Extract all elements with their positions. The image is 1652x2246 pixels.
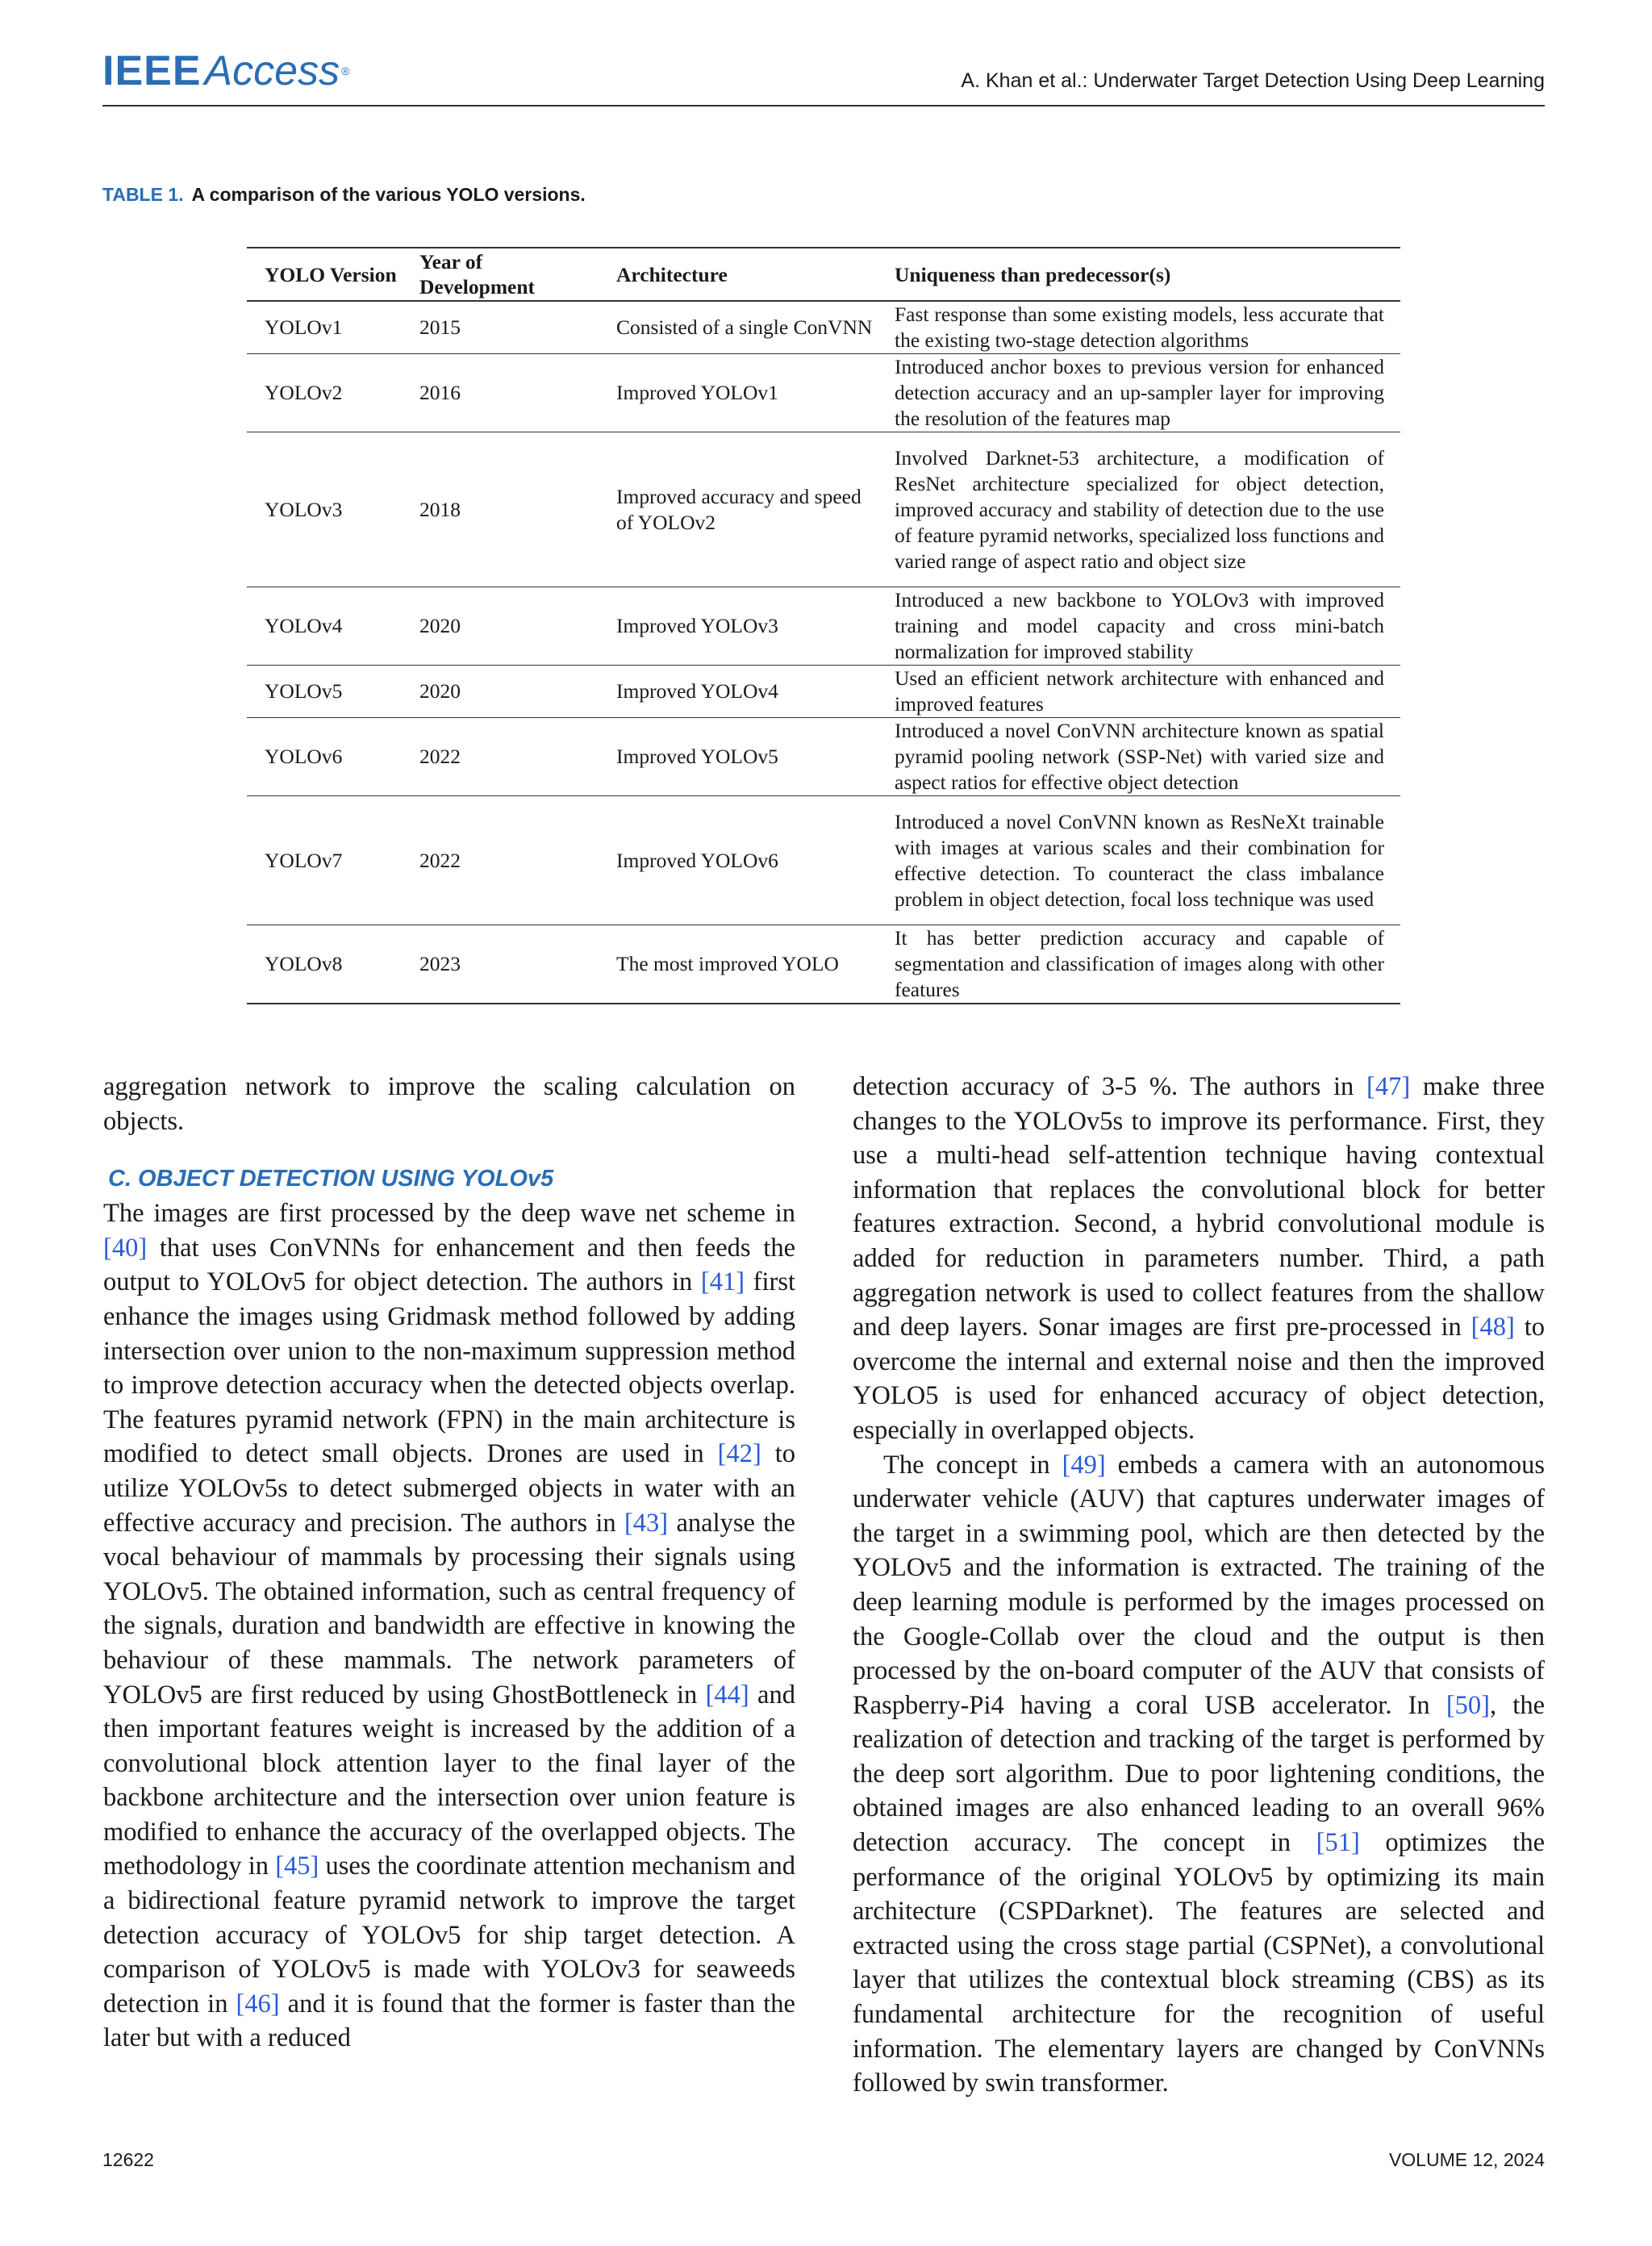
header-year: Year of Development	[402, 248, 599, 301]
cell-architecture: Improved YOLOv3	[599, 587, 877, 666]
journal-logo	[102, 47, 349, 95]
citation-link-40[interactable]: [40]	[103, 1233, 148, 1263]
cell-version: YOLOv3	[247, 432, 402, 587]
cell-version: YOLOv2	[247, 354, 402, 432]
cell-year: 2015	[402, 301, 599, 354]
cell-architecture: Improved YOLOv1	[599, 354, 877, 432]
cell-year: 2022	[402, 796, 599, 925]
logo-trademark: ®	[341, 65, 350, 77]
header-rule	[102, 105, 1545, 106]
table-row	[247, 301, 1400, 354]
cell-uniqueness: Introduced anchor boxes to previous version for enhanced detection accuracy and an up-sampler layer for improving the resolution of the features map	[877, 354, 1400, 432]
cell-year: 2016	[402, 354, 599, 432]
page-number: 12622	[102, 2149, 154, 2170]
left-paragraph-1: aggregation network to improve the scaling calculation on objects.	[103, 1072, 795, 1136]
cell-architecture: Consisted of a single ConVNN	[599, 301, 877, 354]
table-caption-text: A comparison of the various YOLO versions.	[191, 184, 586, 205]
table-row	[247, 354, 1400, 432]
volume-info: VOLUME 12, 2024	[1388, 2149, 1545, 2170]
text-run: The images are first processed by the deep wave net scheme in	[103, 1199, 795, 1229]
text-run: and then important features weight is increased by the addition of a convolutional block attention layer to the final layer of the backbone architecture and the intersection over union feature is modified to enhance the accuracy of the overlapped objects. The methodology in	[103, 1680, 795, 1881]
header-version: YOLO Version	[247, 248, 402, 301]
text-run: , the realization of detection and tracking of the target is performed by the deep sort algorithm. Due to poor lightening conditions, the obtained images are also enhanced leading to an overall 96% detection accuracy. The concept in	[853, 1690, 1545, 1858]
cell-uniqueness: Introduced a novel ConVNN architecture known as spatial pyramid pooling network (SSP-Net) with varied size and aspect ratios for effective object detection	[877, 718, 1400, 796]
cell-version: YOLOv1	[247, 301, 402, 354]
citation-link-48[interactable]: [48]	[1471, 1313, 1515, 1342]
text-run: make three changes to the YOLOv5s to improve its performance. First, they use a multi-head self-attention technique having contextual information that replaces the convolutional block for better features extraction. Second, a hybrid convolutional module is added for reduction in parameters number. Third, a path aggregation network is used to collect features from the shallow and deep layers. Sonar images are first pre-processed in	[853, 1072, 1545, 1342]
right-paragraph-2	[853, 1448, 1545, 2101]
table-row	[247, 718, 1400, 796]
citation-link-45[interactable]: [45]	[275, 1851, 319, 1881]
cell-architecture: The most improved YOLO	[599, 925, 877, 1004]
cell-uniqueness: Fast response than some existing models, less accurate that the existing two-stage detection algorithms	[877, 301, 1400, 354]
cell-version: YOLOv7	[247, 796, 402, 925]
text-run: The concept in	[883, 1450, 1062, 1480]
citation-link-49[interactable]: [49]	[1062, 1450, 1106, 1480]
cell-year: 2023	[402, 925, 599, 1004]
text-run: analyse the vocal behaviour of mammals by processing their signals using YOLOv5. The obtained information, such as central frequency of the signals, duration and bandwidth are effective in knowing the behaviour of these mammals. The network parameters of YOLOv5 are first reduced by using GhostBottleneck in	[103, 1508, 795, 1710]
table-row	[247, 796, 1400, 925]
right-paragraph-1	[853, 1070, 1545, 1448]
table-row	[247, 432, 1400, 587]
text-run: optimizes the performance of the original YOLOv5 by optimizing its main architecture (CSPDarknet). The features are selected and extracted using the cross stage partial (CSPNet), a convolutional layer that utilizes the contextual block streaming (CBS) as its fundamental architecture for the recognition of useful information. The elementary layers are changed by ConVNNs followed by swin transformer.	[853, 1828, 1545, 2098]
text-run: embeds a camera with an autonomous underwater vehicle (AUV) that captures underwater images of the target in a swimming pool, which are then detected by the YOLOv5 and the information is extracted. The training of the deep learning module is performed by the images processed on the Google-Collab over the cloud and the output is then processed by the on-board computer of the AUV that consists of Raspberry-Pi4 having a coral USB accelerator. In	[853, 1450, 1545, 1720]
table-row	[247, 666, 1400, 718]
citation-link-51[interactable]: [51]	[1316, 1828, 1360, 1858]
cell-year: 2018	[402, 432, 599, 587]
table-row	[247, 587, 1400, 666]
cell-version: YOLOv6	[247, 718, 402, 796]
left-column	[103, 1070, 795, 2056]
cell-version: YOLOv5	[247, 666, 402, 718]
text-run: detection accuracy of 3-5 %. The authors in	[853, 1072, 1366, 1101]
table-caption	[102, 184, 586, 206]
text-run: first enhance the images using Gridmask method followed by adding intersection over union to the non-maximum suppression method to improve detection accuracy when the detected objects overlap. The features pyramid network (FPN) in the main architecture is modified to detect small objects. Drones are used in	[103, 1267, 795, 1469]
citation-link-50[interactable]: [50]	[1446, 1690, 1490, 1720]
citation-link-47[interactable]: [47]	[1366, 1072, 1411, 1101]
cell-uniqueness: Introduced a novel ConVNN known as ResNeXt trainable with images at various scales and their combination for effective detection. To counteract the class imbalance problem in object detection, focal loss technique was used	[877, 796, 1400, 925]
table-row	[247, 925, 1400, 1004]
cell-version: YOLOv8	[247, 925, 402, 1004]
text-run: that uses ConVNNs for enhancement and then feeds the output to YOLOv5 for object detection. The authors in	[103, 1233, 795, 1297]
table-header-row	[247, 248, 1400, 301]
text-run: to utilize YOLOv5s to detect submerged objects in water with an effective accuracy and precision. The authors in	[103, 1439, 795, 1538]
cell-architecture: Improved YOLOv6	[599, 796, 877, 925]
logo-access-text: Access	[204, 48, 340, 94]
header-architecture: Architecture	[599, 248, 877, 301]
text-run: to overcome the internal and external noise and then the improved YOLO5 is used for enhanced accuracy of object detection, especially in overlapped objects.	[853, 1313, 1545, 1445]
header-uniqueness: Uniqueness than predecessor(s)	[877, 248, 1400, 301]
cell-uniqueness: Used an efficient network architecture with enhanced and improved features	[877, 666, 1400, 718]
cell-uniqueness: Introduced a new backbone to YOLOv3 with improved training and model capacity and cross mini-batch normalization for improved stability	[877, 587, 1400, 666]
section-heading: C. OBJECT DETECTION USING YOLOv5	[108, 1166, 554, 1192]
cell-architecture: Improved YOLOv5	[599, 718, 877, 796]
cell-architecture: Improved accuracy and speed of YOLOv2	[599, 432, 877, 587]
running-title: A. Khan et al.: Underwater Target Detection Using Deep Learning	[961, 69, 1545, 92]
cell-uniqueness: Involved Darknet-53 architecture, a modification of ResNet architecture specialized for object detection, improved accuracy and stability of detection due to the use of feature pyramid networks, specialized loss functions and varied range of aspect ratio and object size	[877, 432, 1400, 587]
cell-year: 2020	[402, 666, 599, 718]
right-column	[853, 1070, 1545, 2101]
logo-ieee-text: IEEE	[102, 48, 202, 94]
cell-architecture: Improved YOLOv4	[599, 666, 877, 718]
text-run: and it is found that the former is faster than the later but with a reduced	[103, 1989, 795, 2053]
table-caption-label: TABLE 1.	[102, 184, 184, 205]
cell-year: 2020	[402, 587, 599, 666]
cell-version: YOLOv4	[247, 587, 402, 666]
citation-link-46[interactable]: [46]	[236, 1989, 280, 2018]
text-run: uses the coordinate attention mechanism and a bidirectional feature pyramid network to improve the target detection accuracy of YOLOv5 for ship target detection. A comparison of YOLOv5 is made with YOLOv3 for seaweeds detection in	[103, 1851, 795, 2018]
cell-year: 2022	[402, 718, 599, 796]
cell-uniqueness: It has better prediction accuracy and capable of segmentation and classification of images along with other features	[877, 925, 1400, 1004]
yolo-comparison-table	[247, 247, 1400, 1004]
citation-link-43[interactable]: [43]	[624, 1508, 669, 1538]
citation-link-41[interactable]: [41]	[700, 1267, 745, 1297]
left-paragraph-2	[103, 1196, 795, 2056]
citation-link-44[interactable]: [44]	[705, 1680, 749, 1710]
citation-link-42[interactable]: [42]	[717, 1439, 761, 1469]
